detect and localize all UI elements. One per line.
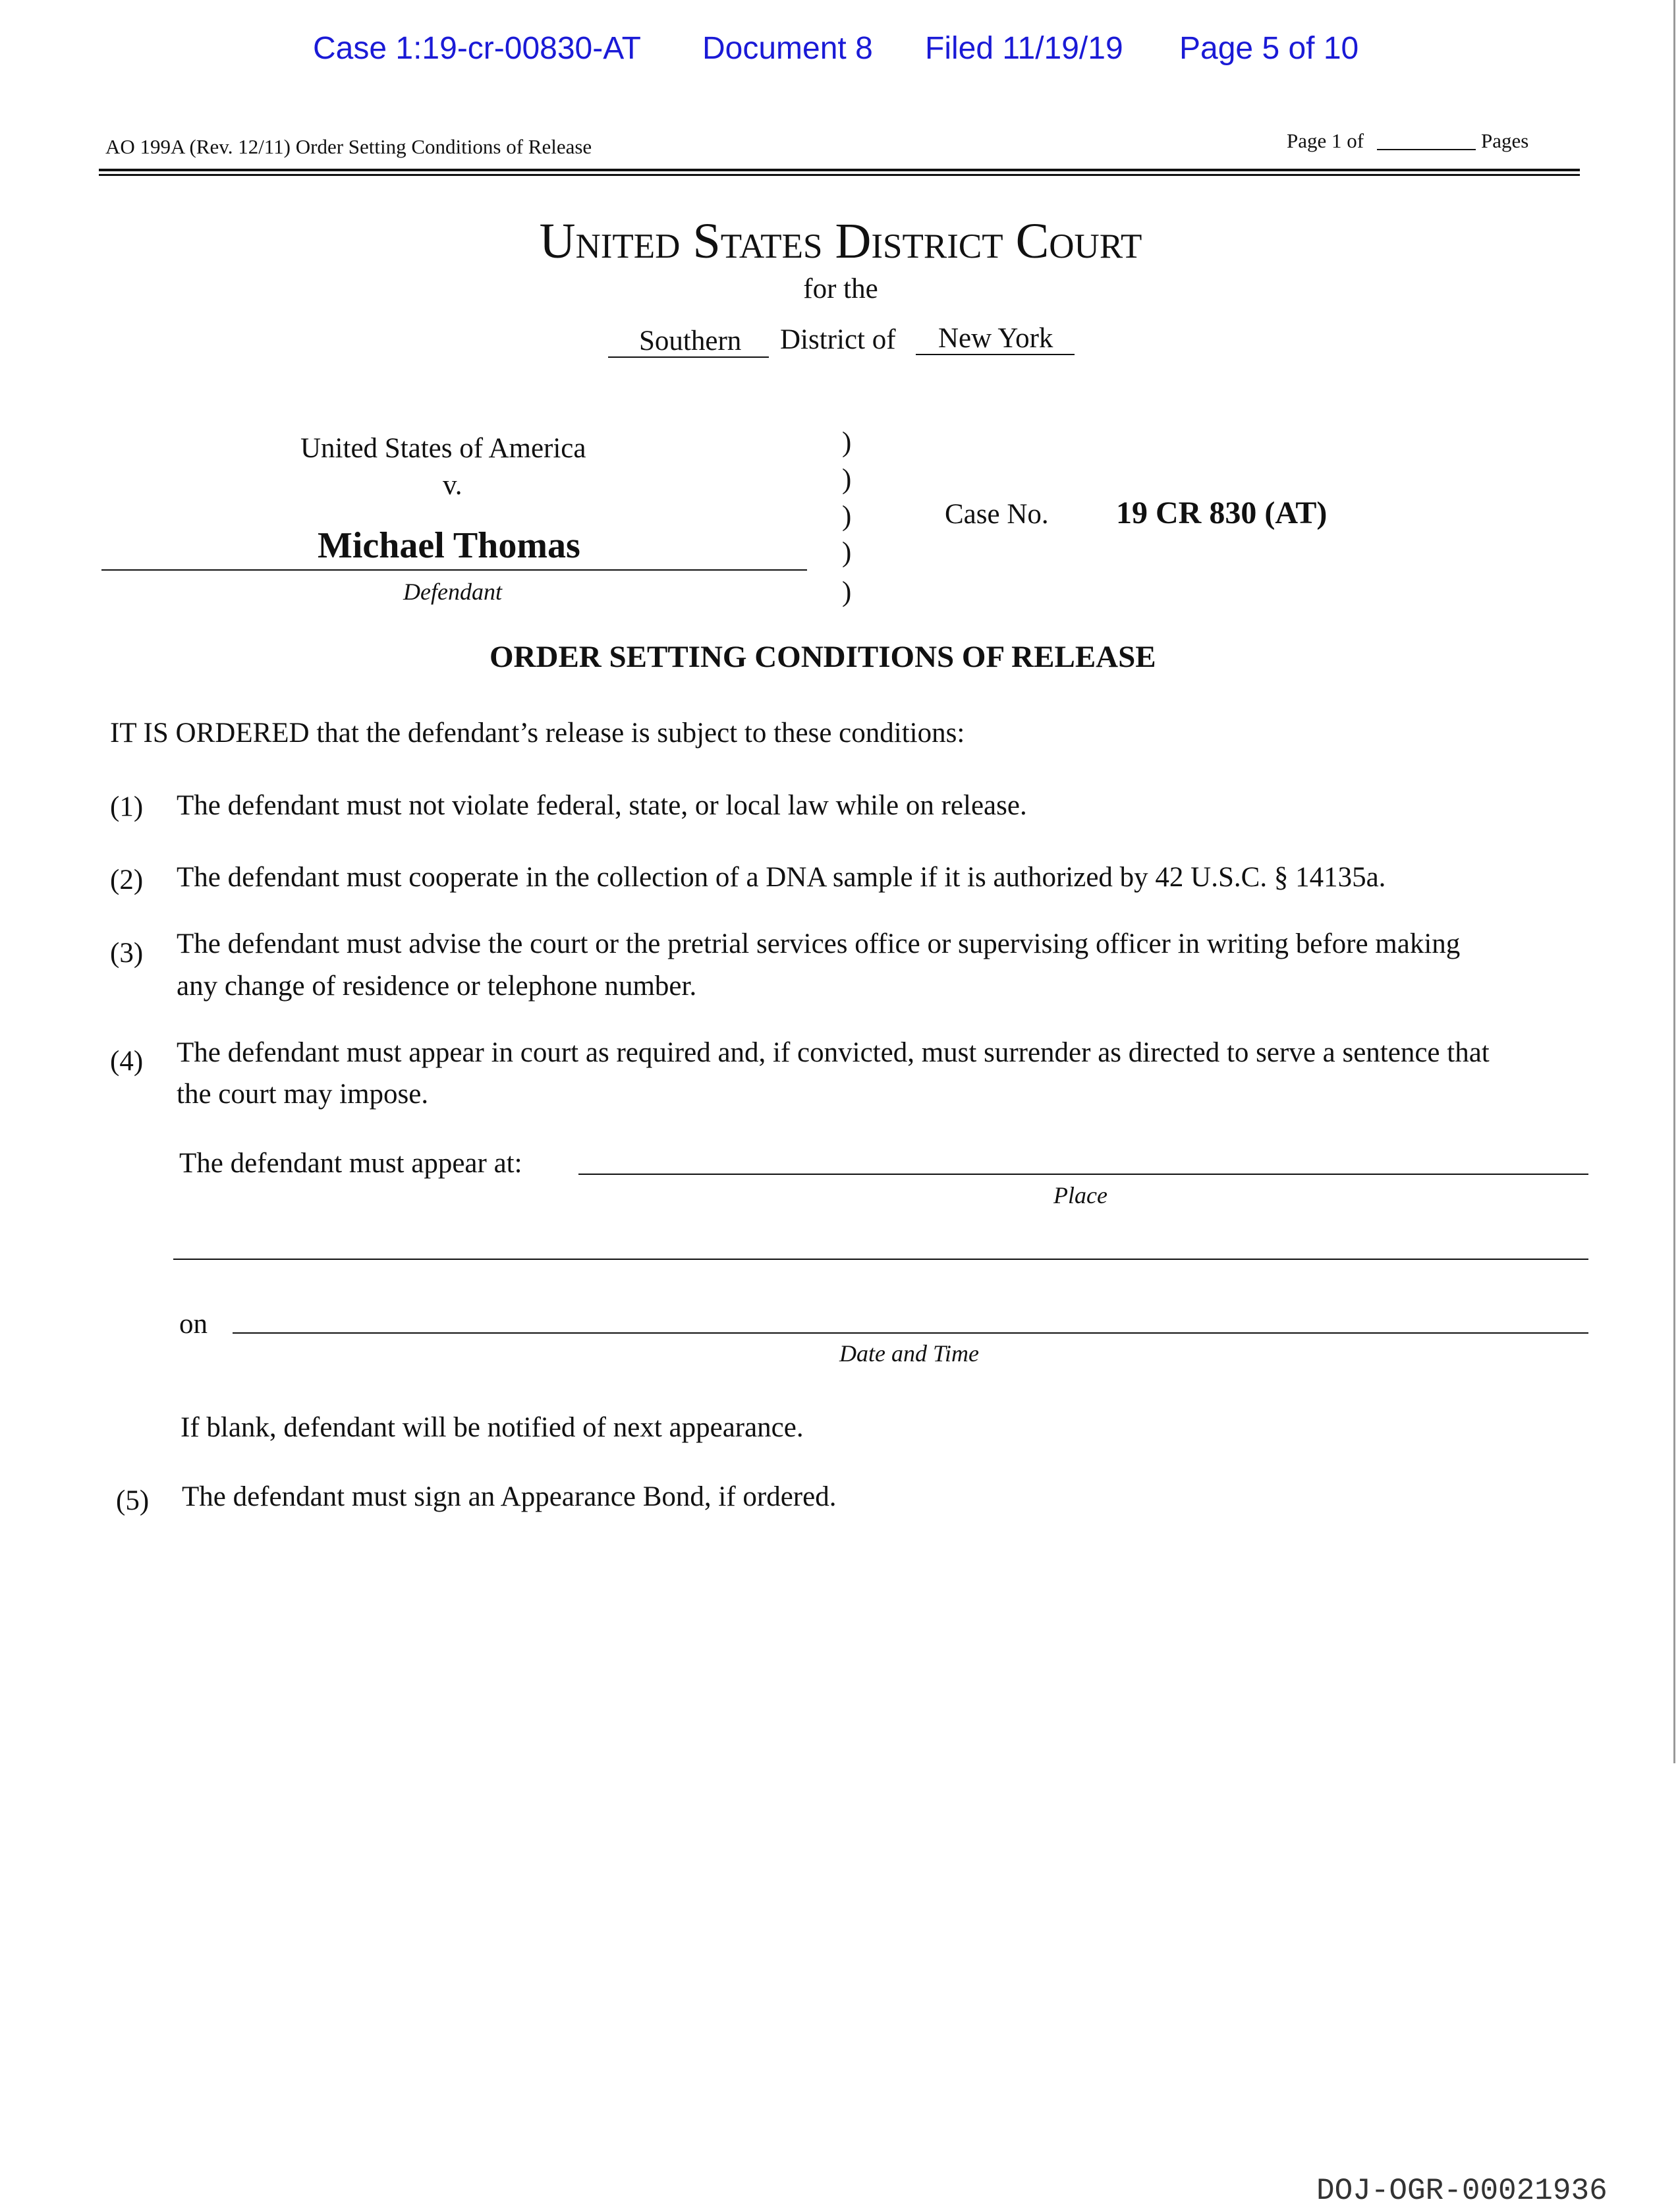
- pages-label: Pages: [1481, 129, 1529, 152]
- paren: ): [842, 464, 852, 495]
- paren: ): [842, 501, 852, 532]
- district-of: District of: [780, 324, 896, 355]
- stamp-filed: Filed 11/19/19: [925, 31, 1123, 66]
- bates-number: DOJ-OGR-00021936: [1316, 2174, 1608, 2208]
- condition-text: The defendant must not violate federal, state, or local law while on release.: [177, 790, 1027, 821]
- paren: ): [842, 427, 852, 458]
- condition-number: (2): [110, 865, 144, 895]
- paren: ): [842, 537, 852, 568]
- stamp-case: Case 1:19-cr-00830-AT: [313, 31, 641, 66]
- order-intro: IT IS ORDERED that the defendant’s release is subject to these conditions:: [110, 718, 965, 749]
- scan-edge: [1673, 0, 1675, 1763]
- stamp-document: Document 8: [702, 31, 873, 66]
- defendant-underline: [101, 569, 807, 571]
- condition-text: The defendant must sign an Appearance Bond, if ordered.: [182, 1481, 837, 1512]
- header-rule-bottom: [99, 174, 1580, 176]
- defendant-label: Defendant: [403, 579, 502, 605]
- condition-text: any change of residence or telephone number.: [177, 971, 697, 1002]
- condition-number: (5): [116, 1485, 150, 1516]
- place-line: [578, 1174, 1588, 1175]
- order-heading: ORDER SETTING CONDITIONS OF RELEASE: [490, 640, 1156, 674]
- form-id: AO 199A (Rev. 12/11) Order Setting Conditions of Release: [105, 135, 592, 158]
- place-line-2: [173, 1259, 1588, 1260]
- place-label: Place: [1053, 1182, 1107, 1208]
- page-label: Page 1 of: [1287, 129, 1364, 152]
- blank-note: If blank, defendant will be notified of next appearance.: [181, 1412, 804, 1443]
- versus: v.: [443, 470, 462, 501]
- district-name: Southern: [639, 326, 742, 356]
- stamp-page: Page 5 of 10: [1179, 31, 1359, 66]
- condition-text: The defendant must appear in court as required and, if convicted, must surrender as directed to serve a sentence that: [177, 1037, 1490, 1068]
- date-time-label: Date and Time: [839, 1340, 979, 1367]
- case-no-label: Case No.: [945, 499, 1049, 530]
- condition-number: (4): [110, 1046, 144, 1077]
- condition-text: the court may impose.: [177, 1079, 429, 1110]
- condition-number: (3): [110, 938, 144, 969]
- page-count-blank: [1377, 149, 1476, 150]
- appear-at-label: The defendant must appear at:: [179, 1148, 522, 1179]
- district-underline: [608, 356, 769, 358]
- case-no: 19 CR 830 (AT): [1116, 496, 1328, 530]
- plaintiff: United States of America: [300, 433, 586, 464]
- for-the: for the: [803, 273, 878, 304]
- condition-text: The defendant must cooperate in the collection of a DNA sample if it is authorized by 42 U.S.C. § 14135a.: [177, 862, 1386, 893]
- header-rule-top: [99, 169, 1580, 171]
- state-name: New York: [938, 323, 1053, 354]
- on-label: on: [179, 1309, 208, 1340]
- condition-text: The defendant must advise the court or the pretrial services office or supervising officer in writing before making: [177, 928, 1461, 959]
- state-underline: [916, 354, 1075, 355]
- defendant-name: Michael Thomas: [318, 525, 580, 566]
- date-time-line: [233, 1332, 1588, 1334]
- court-title: United States District Court: [539, 213, 1142, 269]
- condition-number: (1): [110, 791, 144, 822]
- paren: ): [842, 577, 852, 608]
